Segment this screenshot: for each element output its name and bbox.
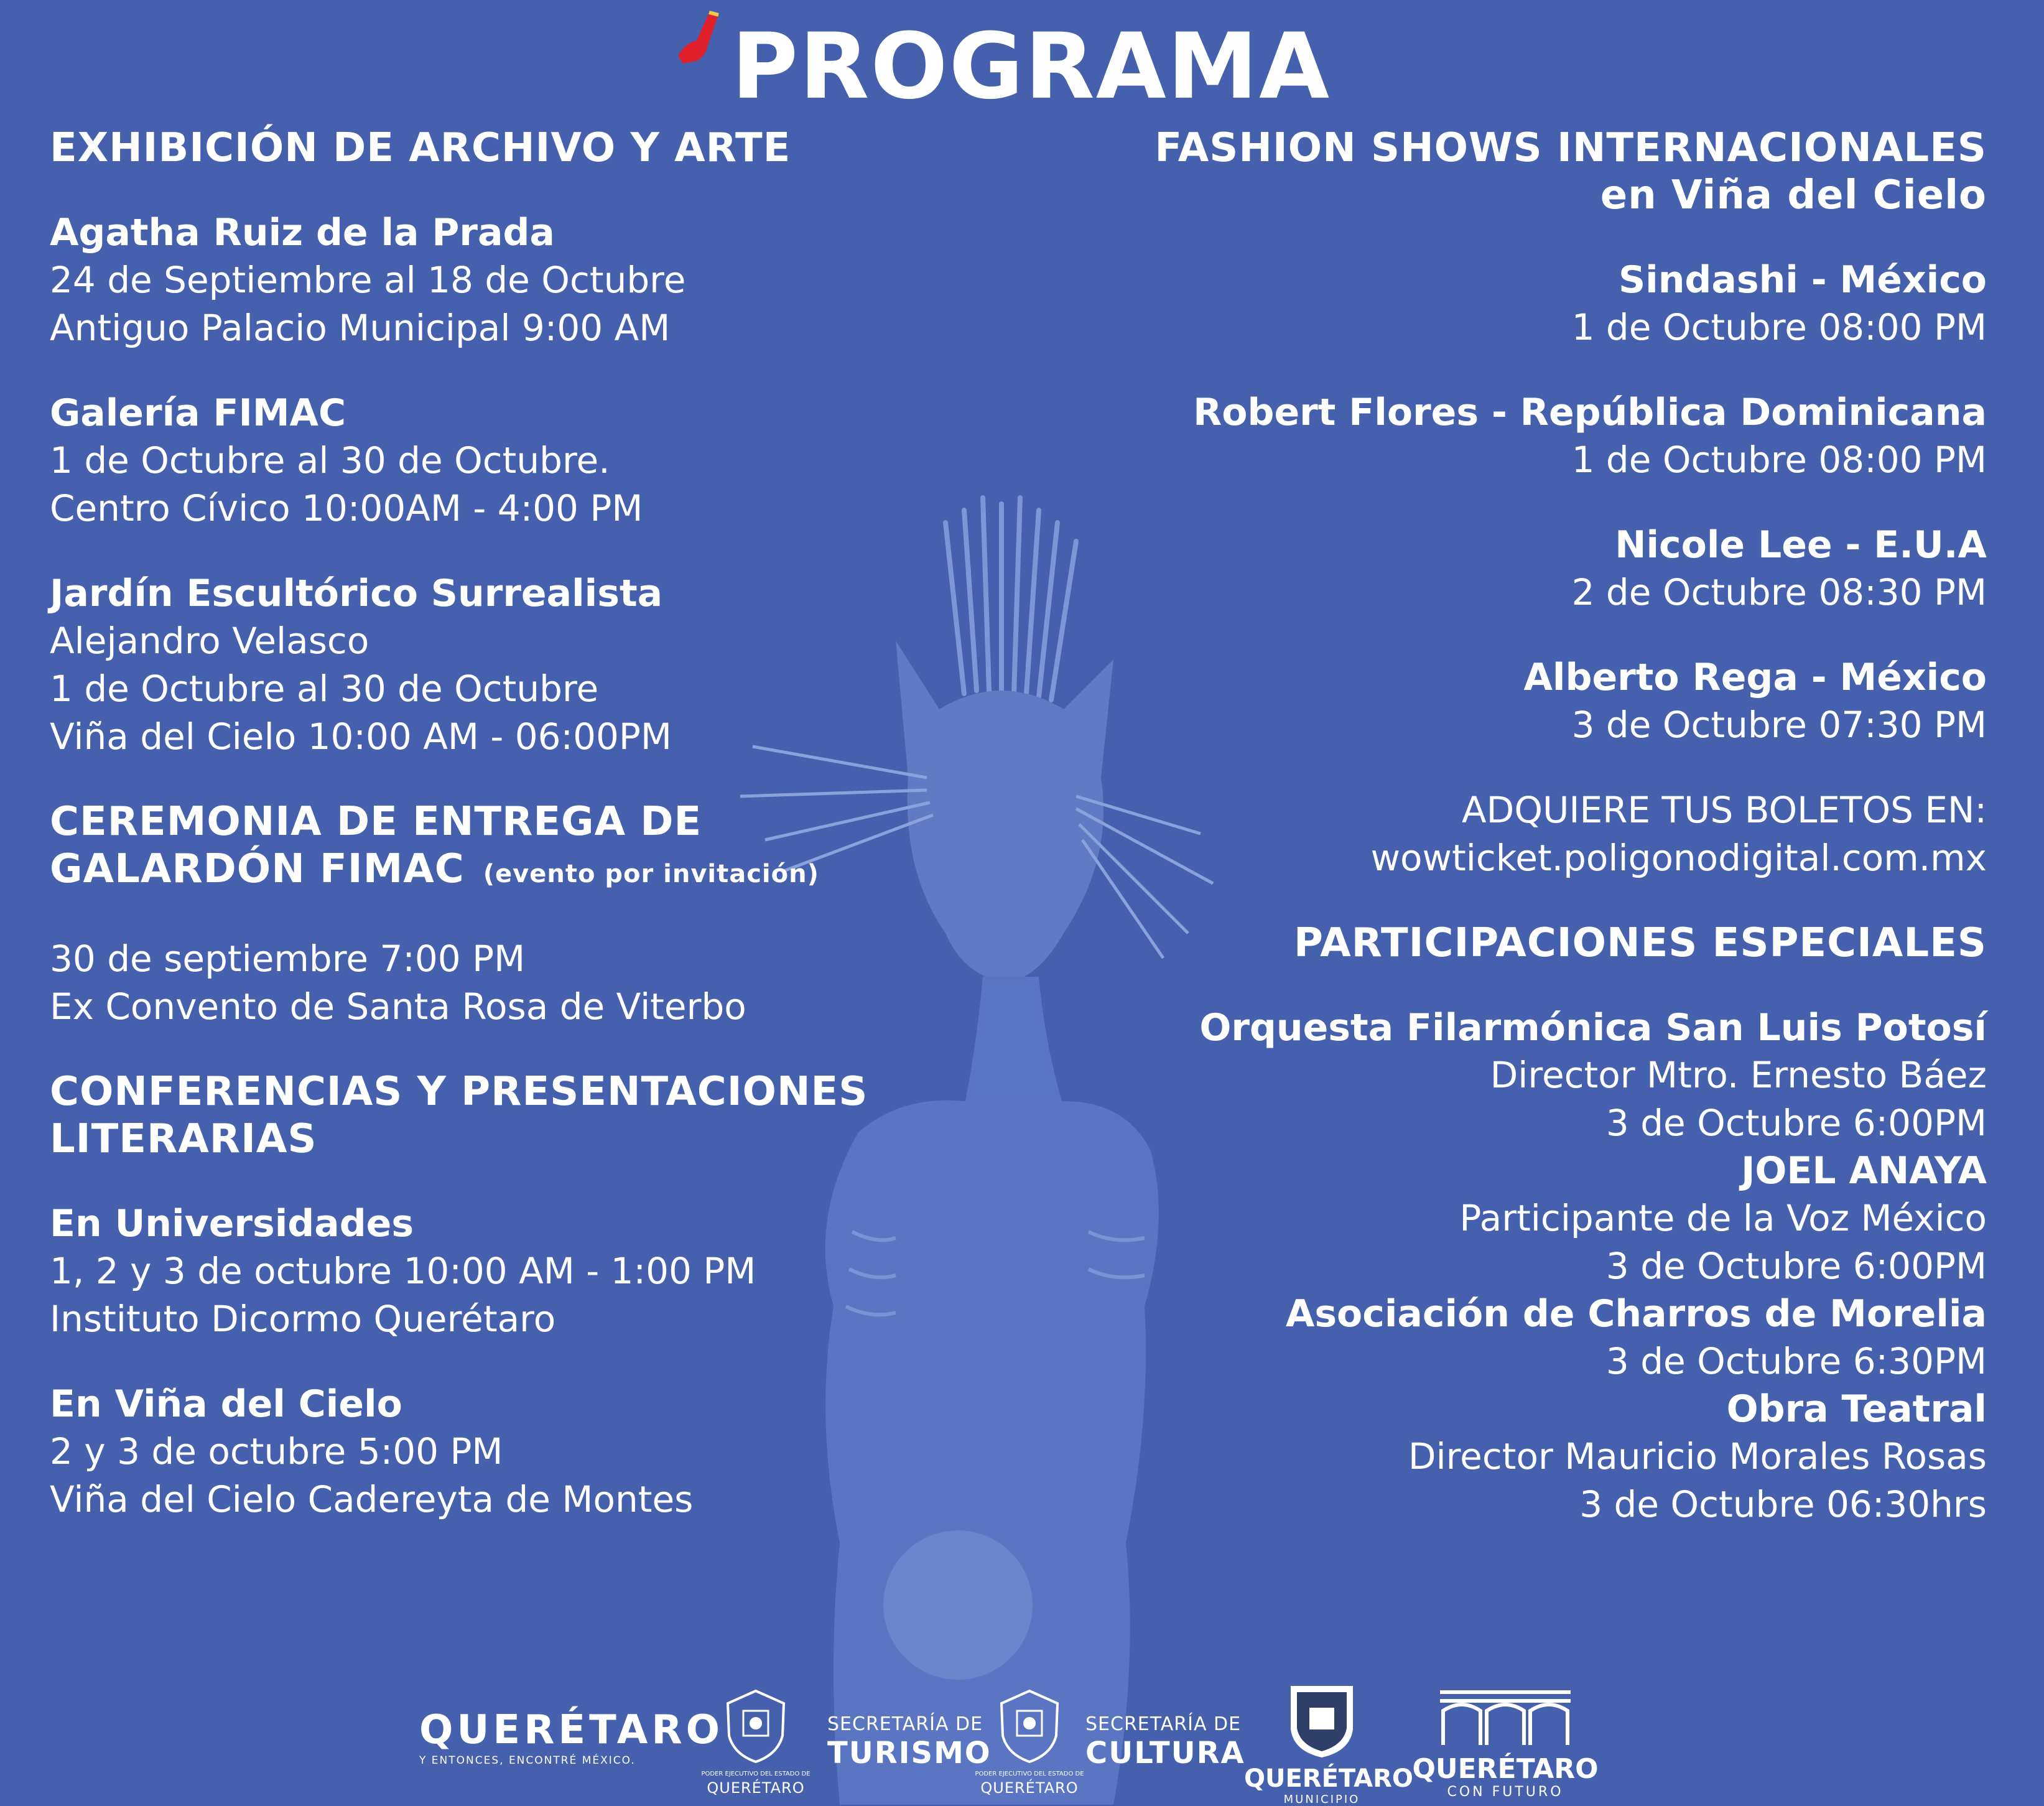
- left-column: [50, 124, 883, 1524]
- fashion-show-date: 1 de Octubre 08:00 PM: [1571, 439, 1987, 481]
- fashion-show-name: Robert Flores - República Dominicana: [1193, 391, 1987, 434]
- conference-item-venue: Viña del Cielo Cadereyta de Montes: [50, 1478, 694, 1520]
- queretaro-brand-tagline: Y ENTONCES, ENCONTRÉ MÉXICO.: [419, 1754, 636, 1767]
- fashion-show-date: 2 de Octubre 08:30 PM: [1571, 571, 1987, 613]
- turismo-line2: TURISMO: [827, 1736, 992, 1771]
- ceremony-venue: Ex Convento de Santa Rosa de Viterbo: [50, 985, 746, 1028]
- cultura-line1: SECRETARÍA DE: [1085, 1713, 1242, 1735]
- queretaro-brand-logo: [419, 1707, 723, 1767]
- queretaro-brand-name: QUERÉTARO: [419, 1707, 723, 1753]
- section-heading-fashion-line1: FASHION SHOWS INTERNACIONALES: [1154, 125, 1987, 171]
- section-heading-conferences-line2: LITERARIAS: [50, 1116, 317, 1162]
- con-futuro-line1: QUERÉTARO: [1412, 1753, 1599, 1785]
- seal-caption-small: PODER EJECUTIVO DEL ESTADO DE: [701, 1771, 811, 1777]
- invitation-note: (evento por invitación): [483, 860, 819, 888]
- fashion-show-date: 1 de Octubre 08:00 PM: [1571, 306, 1987, 348]
- sponsor-logos: [411, 1673, 1605, 1805]
- conference-item: [50, 1200, 883, 1343]
- ceremony-heading-text: GALARDÓN FIMAC: [50, 846, 465, 892]
- exhibition-item-artist: Alejandro Velasco: [50, 620, 369, 662]
- exhibition-item-date: 1 de Octubre al 30 de Octubre.: [50, 439, 610, 482]
- special-item-date: 3 de Octubre 6:00PM: [1605, 1245, 1987, 1287]
- page-title: PROGRAMA: [732, 14, 1331, 119]
- conference-item-date: 2 y 3 de octubre 5:00 PM: [50, 1430, 503, 1473]
- special-item-name: Orquesta Filarmónica San Luis Potosí: [1199, 1006, 1987, 1050]
- exhibition-item-date: 24 de Septiembre al 18 de Octubre: [50, 259, 686, 301]
- special-item-date: 3 de Octubre 06:30hrs: [1579, 1483, 1987, 1525]
- exhibition-item: [50, 389, 883, 533]
- municipio-line1: QUERÉTARO: [1244, 1764, 1413, 1793]
- seal-caption: QUERÉTARO: [980, 1779, 1079, 1797]
- secretaria-cultura-logo: [970, 1682, 1244, 1800]
- exhibition-item-venue: Viña del Cielo 10:00 AM - 06:00PM: [50, 715, 672, 758]
- special-item-date: 3 de Octubre 6:00PM: [1605, 1102, 1987, 1144]
- fashion-show-date: 3 de Octubre 07:30 PM: [1571, 704, 1987, 746]
- section-heading-special: PARTICIPACIONES ESPECIALES: [1294, 920, 1987, 966]
- section-heading-ceremony-line1: CEREMONIA DE ENTREGA DE: [50, 799, 702, 845]
- turismo-line1: SECRETARÍA DE: [827, 1713, 983, 1735]
- special-item-name: Obra Teatral: [1726, 1387, 1987, 1431]
- ceremony-date: 30 de septiembre 7:00 PM: [50, 938, 526, 980]
- special-item-name: Asociación de Charros de Morelia: [1285, 1292, 1987, 1336]
- special-item: [1085, 1147, 1987, 1290]
- exhibition-item-venue: Antiguo Palacio Municipal 9:00 AM: [50, 307, 671, 349]
- special-item-detail: Director Mtro. Ernesto Báez: [1490, 1054, 1987, 1096]
- right-column: [1085, 124, 1987, 1529]
- queretaro-municipio-logo: [1244, 1680, 1413, 1806]
- queretaro-con-futuro-logo: [1412, 1686, 1599, 1804]
- seal-caption: QUERÉTARO: [707, 1779, 805, 1797]
- exhibition-item: [50, 570, 883, 761]
- special-item-name: JOEL ANAYA: [1741, 1149, 1987, 1193]
- title-area: [672, 12, 1356, 118]
- special-item-detail: Participante de la Voz México: [1459, 1197, 1987, 1239]
- section-heading-ceremony-line2: [50, 845, 883, 898]
- fashion-show-item: [1085, 654, 1987, 749]
- fashion-show-item: [1085, 256, 1987, 351]
- municipio-line2: MUNICIPIO: [1283, 1793, 1360, 1806]
- state-seal-icon: [715, 1686, 796, 1767]
- conference-item-date: 1, 2 y 3 de octubre 10:00 AM - 1:00 PM: [50, 1250, 756, 1292]
- exhibition-item-date: 1 de Octubre al 30 de Octubre: [50, 668, 599, 710]
- special-item-date: 3 de Octubre 6:30PM: [1605, 1340, 1987, 1382]
- conference-item-venue: Instituto Dicormo Querétaro: [50, 1298, 556, 1340]
- section-heading-conferences-line1: CONFERENCIAS Y PRESENTACIONES: [50, 1069, 868, 1115]
- exhibition-item-name: Jardín Escultórico Surrealista: [50, 572, 663, 615]
- fashion-show-item: [1085, 389, 1987, 484]
- seal-caption-small: PODER EJECUTIVO DEL ESTADO DE: [975, 1771, 1084, 1777]
- conference-item-name: En Viña del Cielo: [50, 1382, 402, 1426]
- exhibition-item-name: Agatha Ruiz de la Prada: [50, 211, 555, 254]
- special-item-detail: Director Mauricio Morales Rosas: [1408, 1435, 1987, 1478]
- conference-item-name: En Universidades: [50, 1202, 414, 1245]
- fashion-show-name: Sindashi - México: [1618, 258, 1987, 302]
- municipal-shield-icon: [1281, 1680, 1362, 1761]
- state-seal-icon: [989, 1686, 1070, 1767]
- exhibition-item-name: Galería FIMAC: [50, 391, 346, 435]
- cultura-line2: CULTURA: [1085, 1736, 1245, 1771]
- con-futuro-line2: CON FUTURO: [1447, 1784, 1564, 1800]
- fashion-show-item: [1085, 521, 1987, 617]
- special-item: [1085, 1385, 1987, 1529]
- section-heading-fashion-line2: en Viña del Cielo: [1600, 172, 1987, 218]
- special-item: [1085, 1004, 1987, 1147]
- high-heel-shoe-icon: [672, 6, 728, 68]
- exhibition-item: [50, 209, 883, 352]
- aqueduct-icon: [1437, 1686, 1574, 1748]
- special-item: [1085, 1290, 1987, 1385]
- conference-item: [50, 1380, 883, 1524]
- fashion-show-name: Alberto Rega - México: [1523, 656, 1987, 699]
- section-heading-exhibition: EXHIBICIÓN DE ARCHIVO Y ARTE: [50, 125, 791, 171]
- secretaria-turismo-logo: [684, 1682, 992, 1800]
- exhibition-item-venue: Centro Cívico 10:00AM - 4:00 PM: [50, 487, 643, 529]
- fashion-show-name: Nicole Lee - E.U.A: [1615, 523, 1987, 567]
- tickets-url: wowticket.poligonodigital.com.mx: [1370, 837, 1987, 879]
- tickets-label: ADQUIERE TUS BOLETOS EN:: [1461, 789, 1987, 831]
